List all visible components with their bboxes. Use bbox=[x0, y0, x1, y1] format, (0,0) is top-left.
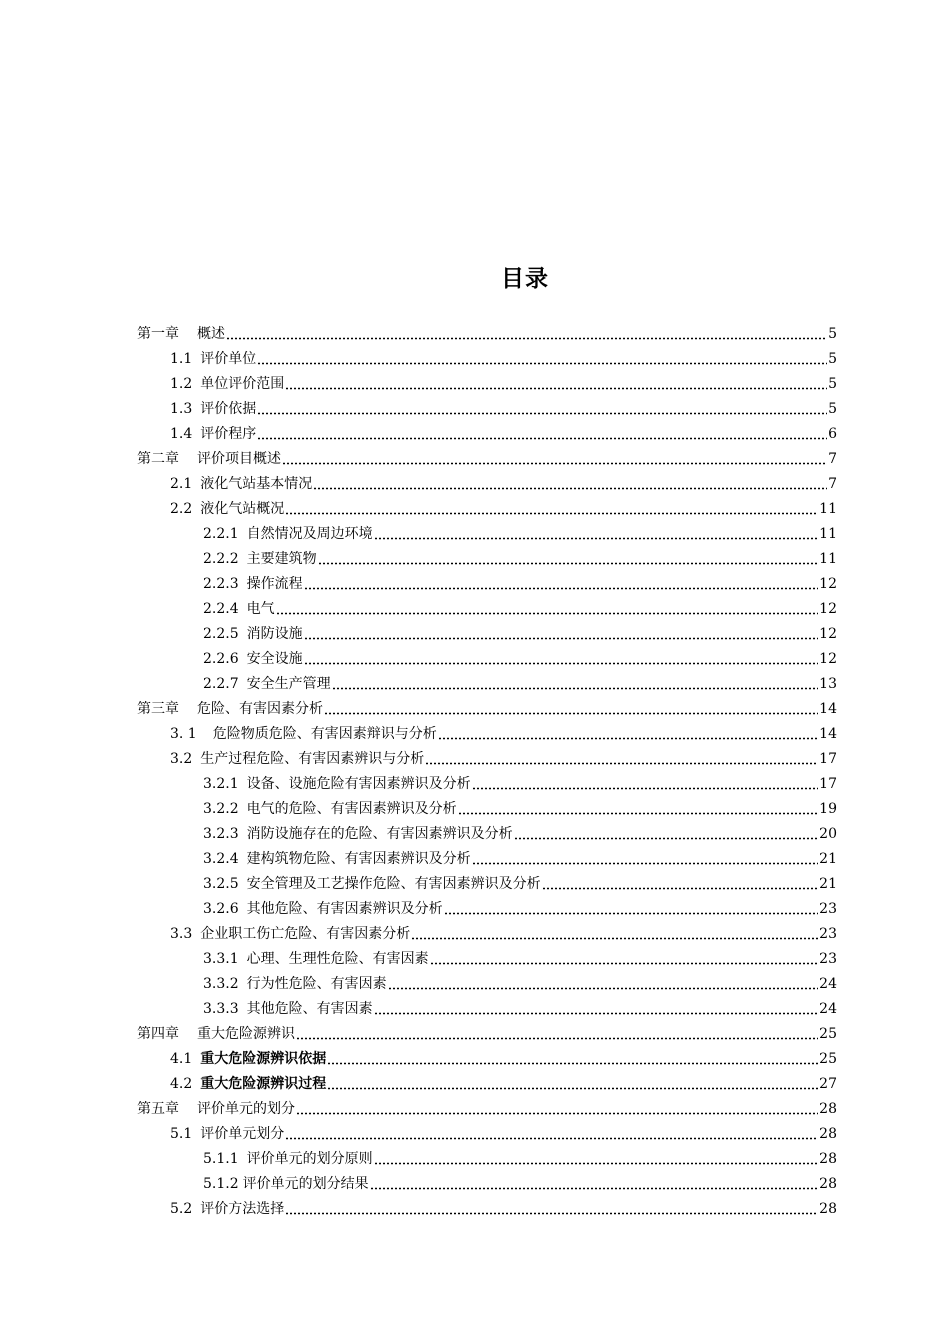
toc-entry-page: 7 bbox=[828, 451, 837, 467]
toc-entry[interactable] bbox=[203, 1168, 837, 1193]
toc-entry-page: 12 bbox=[819, 576, 837, 592]
toc-leader-dots bbox=[296, 1037, 818, 1040]
toc-entry-number: 2.2.5 bbox=[203, 626, 239, 642]
toc-entry[interactable] bbox=[170, 493, 837, 518]
toc-entry-page: 23 bbox=[819, 901, 837, 917]
toc-entry-number: 3.2.1 bbox=[203, 776, 239, 792]
toc-entry-text: 安全生产管理 bbox=[246, 676, 331, 692]
toc-entry-text: 安全管理及工艺操作危险、有害因素辨识及分析 bbox=[246, 876, 541, 892]
toc-entry[interactable] bbox=[203, 893, 837, 918]
toc-entry-text: 主要建筑物 bbox=[246, 551, 317, 567]
toc-entry-text: 安全设施 bbox=[246, 651, 303, 667]
toc-entry-text: 消防设施存在的危险、有害因素辨识及分析 bbox=[246, 826, 513, 842]
toc-entry[interactable] bbox=[203, 593, 837, 618]
toc-entry-page: 21 bbox=[819, 876, 837, 892]
toc-entry-text: 评价项目概述 bbox=[197, 451, 281, 467]
toc-entry[interactable] bbox=[203, 668, 837, 693]
toc-leader-dots bbox=[332, 687, 819, 690]
toc-entry-page: 23 bbox=[819, 951, 837, 967]
toc-leader-dots bbox=[304, 637, 819, 640]
toc-entry-page: 28 bbox=[819, 1176, 837, 1192]
toc-entry-page: 24 bbox=[819, 1001, 837, 1017]
toc-leader-dots bbox=[282, 462, 827, 465]
toc-entry-number: 3.2.3 bbox=[203, 826, 239, 842]
toc-entry[interactable] bbox=[203, 643, 837, 668]
toc-entry-number: 3.2 bbox=[170, 751, 193, 767]
toc-leader-dots bbox=[374, 1012, 819, 1015]
toc-leader-dots bbox=[313, 487, 827, 490]
toc-leader-dots bbox=[327, 1087, 818, 1090]
toc-entry-page: 14 bbox=[819, 726, 837, 742]
toc-entry[interactable] bbox=[203, 568, 837, 593]
toc-entry-text: 评价单元的划分 bbox=[197, 1101, 295, 1117]
toc-leader-dots bbox=[296, 1112, 818, 1115]
toc-leader-dots bbox=[542, 887, 819, 890]
toc-leader-dots bbox=[374, 537, 819, 540]
toc-entry-text: 评价单位 bbox=[200, 351, 257, 367]
toc-entry-page: 13 bbox=[819, 676, 837, 692]
toc-entry-number: 5.1.1 bbox=[203, 1151, 239, 1167]
toc-entry[interactable] bbox=[170, 718, 837, 743]
toc-leader-dots bbox=[285, 1212, 818, 1215]
toc-entry-page: 27 bbox=[819, 1076, 837, 1092]
toc-entry-number: 3.3 bbox=[170, 926, 193, 942]
toc-entry[interactable] bbox=[170, 918, 837, 943]
toc-leader-dots bbox=[430, 962, 819, 965]
toc-entry-text: 重大危险源辨识 bbox=[197, 1026, 295, 1042]
toc-entry-text: 自然情况及周边环境 bbox=[246, 526, 373, 542]
toc-entry-text: 评价依据 bbox=[200, 401, 257, 417]
toc-entry-number: 3.2.5 bbox=[203, 876, 239, 892]
toc-leader-dots bbox=[444, 912, 819, 915]
toc-entry-page: 5 bbox=[828, 351, 837, 367]
toc-entry-number: 2.2.6 bbox=[203, 651, 239, 667]
toc-leader-dots bbox=[411, 937, 818, 940]
toc-entry-text: 操作流程 bbox=[246, 576, 303, 592]
toc-entry-page: 11 bbox=[819, 501, 837, 517]
toc-entry-text: 危险物质危险、有害因素辩识与分析 bbox=[212, 726, 437, 742]
toc-entry-text: 单位评价范围 bbox=[200, 376, 285, 392]
toc-entry-page: 24 bbox=[819, 976, 837, 992]
toc-entry-number: 第五章 bbox=[137, 1101, 179, 1117]
toc-entry-text: 重大危险源辨识过程 bbox=[200, 1076, 327, 1092]
toc-leader-dots bbox=[472, 862, 819, 865]
toc-leader-dots bbox=[327, 1062, 818, 1065]
toc-entry-page: 5 bbox=[828, 376, 837, 392]
toc-entry[interactable] bbox=[170, 343, 837, 368]
toc-entry[interactable] bbox=[170, 418, 837, 443]
toc-entry-page: 11 bbox=[819, 551, 837, 567]
toc-leader-dots bbox=[318, 562, 819, 565]
toc-entry-text: 建构筑物危险、有害因素辨识及分析 bbox=[246, 851, 471, 867]
toc-entry[interactable] bbox=[203, 768, 837, 793]
toc-entry-text: 液化气站基本情况 bbox=[200, 476, 313, 492]
toc-entry-number: 1.3 bbox=[170, 401, 193, 417]
toc-entry-page: 28 bbox=[819, 1126, 837, 1142]
toc-entry-page: 6 bbox=[828, 426, 837, 442]
toc-entry[interactable] bbox=[170, 743, 837, 768]
toc-entry[interactable] bbox=[203, 1143, 837, 1168]
toc-entry-text: 评价单元的划分结果 bbox=[242, 1176, 369, 1192]
toc-leader-dots bbox=[285, 1137, 818, 1140]
toc-entry[interactable] bbox=[170, 1118, 837, 1143]
toc-entry-page: 12 bbox=[819, 626, 837, 642]
toc-entry-page: 20 bbox=[819, 826, 837, 842]
toc-entry[interactable] bbox=[137, 693, 837, 718]
toc-entry-page: 11 bbox=[819, 526, 837, 542]
toc-entry[interactable] bbox=[203, 618, 837, 643]
toc-entry-text: 危险、有害因素分析 bbox=[197, 701, 323, 717]
toc-entry-text: 行为性危险、有害因素 bbox=[246, 976, 387, 992]
toc-leader-dots bbox=[374, 1162, 819, 1165]
toc-entry-page: 5 bbox=[828, 326, 837, 342]
toc-entry-text: 其他危险、有害因素辨识及分析 bbox=[246, 901, 443, 917]
toc-leader-dots bbox=[324, 712, 818, 715]
toc-entry[interactable] bbox=[170, 393, 837, 418]
toc-entry[interactable] bbox=[137, 1018, 837, 1043]
toc-leader-dots bbox=[388, 987, 819, 990]
toc-entry-page: 28 bbox=[819, 1101, 837, 1117]
toc-entry-page: 19 bbox=[819, 801, 837, 817]
toc-entry-number: 5.1 bbox=[170, 1126, 193, 1142]
toc-entry[interactable] bbox=[203, 518, 837, 543]
toc-entry-number: 3. 1 bbox=[170, 726, 197, 742]
toc-leader-dots bbox=[257, 437, 827, 440]
toc-entry[interactable] bbox=[137, 1093, 837, 1118]
toc-leader-dots bbox=[514, 837, 819, 840]
toc-entry[interactable] bbox=[203, 543, 837, 568]
toc-entry-text: 设备、设施危险有害因素辨识及分析 bbox=[246, 776, 471, 792]
toc-leader-dots bbox=[304, 587, 819, 590]
toc-entry[interactable] bbox=[203, 868, 837, 893]
toc-entry-number: 5.1.2 bbox=[203, 1176, 239, 1192]
toc-entry-page: 25 bbox=[819, 1051, 837, 1067]
toc-leader-dots bbox=[438, 737, 818, 740]
toc-leader-dots bbox=[276, 612, 819, 615]
toc-entry-text: 其他危险、有害因素 bbox=[246, 1001, 373, 1017]
toc-entry[interactable] bbox=[170, 368, 837, 393]
toc-entry[interactable] bbox=[170, 1043, 837, 1068]
toc-entry-text: 评价单元的划分原则 bbox=[246, 1151, 373, 1167]
toc-entry-text: 生产过程危险、有害因素辨识与分析 bbox=[200, 751, 425, 767]
toc-entry-page: 25 bbox=[819, 1026, 837, 1042]
toc-entry[interactable] bbox=[170, 1068, 837, 1093]
toc-entry[interactable] bbox=[203, 943, 837, 968]
toc-leader-dots bbox=[226, 337, 827, 340]
toc-entry[interactable] bbox=[137, 443, 837, 468]
toc-entry-page: 28 bbox=[819, 1151, 837, 1167]
toc-entry-number: 3.2.2 bbox=[203, 801, 239, 817]
toc-entry-number: 3.3.2 bbox=[203, 976, 239, 992]
toc-entry-number: 2.2.1 bbox=[203, 526, 239, 542]
toc-entry-number: 2.2.3 bbox=[203, 576, 239, 592]
toc-entry-text: 重大危险源辨识依据 bbox=[200, 1051, 327, 1067]
toc-entry-number: 第二章 bbox=[137, 451, 179, 467]
toc-leader-dots bbox=[425, 762, 818, 765]
toc-entry[interactable] bbox=[203, 843, 837, 868]
toc-entry-number: 第一章 bbox=[137, 326, 179, 342]
toc-entry-text: 概述 bbox=[197, 326, 225, 342]
toc-entry-number: 3.3.3 bbox=[203, 1001, 239, 1017]
toc-entry-page: 12 bbox=[819, 651, 837, 667]
toc-entry-number: 3.2.6 bbox=[203, 901, 239, 917]
toc-entry-number: 1.4 bbox=[170, 426, 193, 442]
toc-leader-dots bbox=[257, 412, 827, 415]
toc-leader-dots bbox=[285, 512, 818, 515]
toc-entry-page: 28 bbox=[819, 1201, 837, 1217]
toc-entry-number: 3.3.1 bbox=[203, 951, 239, 967]
toc-entry-text: 电气的危险、有害因素辨识及分析 bbox=[246, 801, 457, 817]
toc-leader-dots bbox=[285, 387, 827, 390]
toc-entry-page: 7 bbox=[828, 476, 837, 492]
toc-entry[interactable] bbox=[137, 318, 837, 343]
toc-entry-page: 5 bbox=[828, 401, 837, 417]
toc-entry[interactable] bbox=[203, 818, 837, 843]
toc-entry-number: 4.2 bbox=[170, 1076, 193, 1092]
toc-entry-text: 企业职工伤亡危险、有害因素分析 bbox=[200, 926, 411, 942]
toc-entry-number: 1.2 bbox=[170, 376, 193, 392]
toc-entry-text: 心理、生理性危险、有害因素 bbox=[246, 951, 429, 967]
toc-entry-number: 1.1 bbox=[170, 351, 193, 367]
toc-entry-number: 2.2.2 bbox=[203, 551, 239, 567]
toc-entry-number: 5.2 bbox=[170, 1201, 193, 1217]
toc-entry[interactable] bbox=[203, 968, 837, 993]
toc-entry-text: 消防设施 bbox=[246, 626, 303, 642]
toc-entry-text: 电气 bbox=[246, 601, 275, 617]
toc-entry-text: 评价程序 bbox=[200, 426, 257, 442]
toc-leader-dots bbox=[458, 812, 819, 815]
toc-entry-page: 17 bbox=[819, 751, 837, 767]
toc-title: 目录 bbox=[501, 266, 549, 292]
toc-leader-dots bbox=[370, 1187, 819, 1190]
toc-entry-page: 14 bbox=[819, 701, 837, 717]
toc-entry-text: 评价单元划分 bbox=[200, 1126, 285, 1142]
toc-leader-dots bbox=[304, 662, 819, 665]
toc-entry-page: 21 bbox=[819, 851, 837, 867]
toc-entry-page: 17 bbox=[819, 776, 837, 792]
toc-entry-text: 液化气站概况 bbox=[200, 501, 285, 517]
toc-leader-dots bbox=[257, 362, 827, 365]
toc-entry-number: 2.2.7 bbox=[203, 676, 239, 692]
toc-entry[interactable] bbox=[170, 468, 837, 493]
toc-entry[interactable] bbox=[170, 1193, 837, 1218]
toc-entry[interactable] bbox=[203, 793, 837, 818]
toc-entry[interactable] bbox=[203, 993, 837, 1018]
toc-entry-number: 2.2.4 bbox=[203, 601, 239, 617]
toc-entry-number: 2.1 bbox=[170, 476, 193, 492]
toc-entry-text: 评价方法选择 bbox=[200, 1201, 285, 1217]
toc-entry-page: 23 bbox=[819, 926, 837, 942]
toc-entry-number: 4.1 bbox=[170, 1051, 193, 1067]
toc-entry-page: 12 bbox=[819, 601, 837, 617]
toc-entry-number: 第三章 bbox=[137, 701, 179, 717]
toc-entry-number: 第四章 bbox=[137, 1026, 179, 1042]
toc-entry-number: 3.2.4 bbox=[203, 851, 239, 867]
toc-entry-number: 2.2 bbox=[170, 501, 193, 517]
toc-leader-dots bbox=[472, 787, 819, 790]
